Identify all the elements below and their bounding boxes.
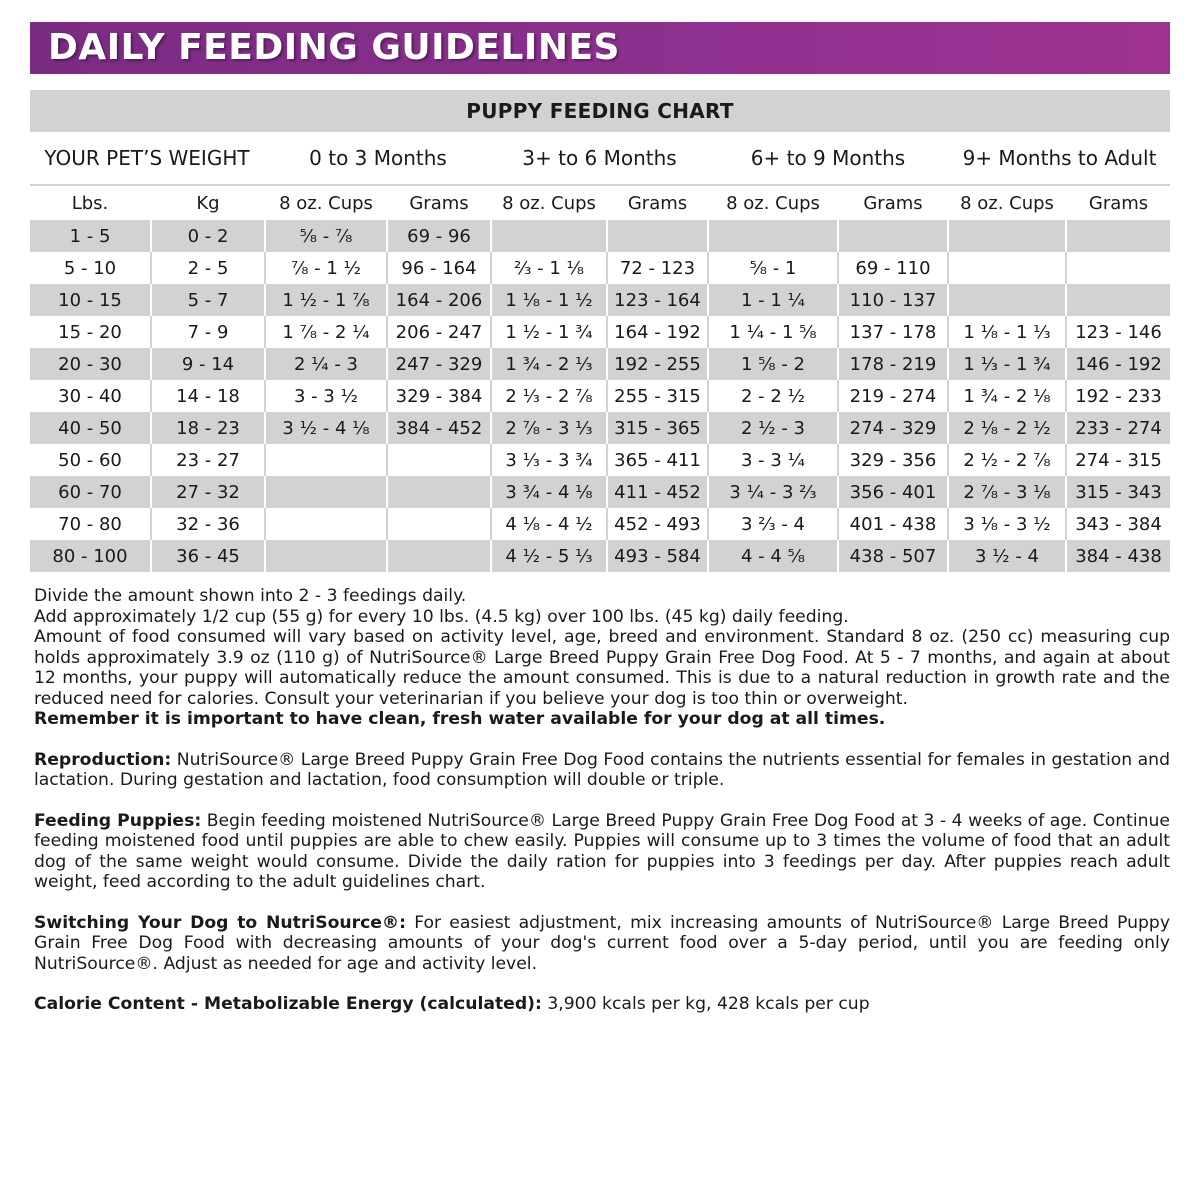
table-cell: 2 - 2 ¹⁄₂ [708,380,838,412]
table-cell: 384 - 452 [387,412,491,444]
table-cell [265,476,387,508]
table-cell: 137 - 178 [838,316,948,348]
table-cell: 3 ¹⁄₃ - 3 ³⁄₄ [491,444,607,476]
table-cell: 3 ²⁄₃ - 4 [708,508,838,540]
table-cell: 3 ³⁄₄ - 4 ¹⁄₈ [491,476,607,508]
table-cell: 32 - 36 [151,508,265,540]
table-cell: 20 - 30 [30,348,151,380]
table-cell: 2 - 5 [151,252,265,284]
page-title: DAILY FEEDING GUIDELINES [48,27,620,68]
table-cell: 401 - 438 [838,508,948,540]
table-cell: 493 - 584 [607,540,708,572]
section-switching [34,913,1170,975]
table-cell: 36 - 45 [151,540,265,572]
table-cell: 60 - 70 [30,476,151,508]
table-row [30,220,1170,252]
table-cell: ⁵⁄₈ - ⁷⁄₈ [265,220,387,252]
table-cell: 1 ⁷⁄₈ - 2 ¹⁄₄ [265,316,387,348]
age-group-header: 3+ to 6 Months [491,132,708,185]
column-subheader: 8 oz. Cups [265,185,387,220]
table-cell: 1 ¹⁄₄ - 1 ⁵⁄₈ [708,316,838,348]
table-cell: 3 - 3 ¹⁄₄ [708,444,838,476]
table-cell [491,220,607,252]
table-cell: 1 - 5 [30,220,151,252]
table-cell: 15 - 20 [30,316,151,348]
table-cell [387,444,491,476]
table-cell: 69 - 110 [838,252,948,284]
table-cell: 4 ¹⁄₂ - 5 ¹⁄₃ [491,540,607,572]
column-subheader: Kg [151,185,265,220]
table-cell: 2 ⁷⁄₈ - 3 ¹⁄₈ [948,476,1066,508]
table-cell: 80 - 100 [30,540,151,572]
table-row [30,412,1170,444]
column-subheader: Grams [387,185,491,220]
column-subheader: Grams [1066,185,1170,220]
table-cell: 146 - 192 [1066,348,1170,380]
table-row [30,348,1170,380]
table-cell: 40 - 50 [30,412,151,444]
table-cell: 438 - 507 [838,540,948,572]
table-cell: 329 - 384 [387,380,491,412]
table-cell [265,444,387,476]
chart-title: PUPPY FEEDING CHART [30,90,1170,132]
table-cell: 1 ¹⁄₂ - 1 ³⁄₄ [491,316,607,348]
table-cell [265,508,387,540]
table-cell: 206 - 247 [387,316,491,348]
table-cell: 452 - 493 [607,508,708,540]
table-cell: 2 ¹⁄₄ - 3 [265,348,387,380]
table-cell: 2 ⁷⁄₈ - 3 ¹⁄₃ [491,412,607,444]
reproduction-label: Reproduction: [34,749,172,770]
table-cell: 178 - 219 [838,348,948,380]
column-subheader: 8 oz. Cups [708,185,838,220]
table-cell: 2 ¹⁄₂ - 2 ⁷⁄₈ [948,444,1066,476]
table-cell: 3 ¹⁄₂ - 4 ¹⁄₈ [265,412,387,444]
table-cell: 3 ¹⁄₂ - 4 [948,540,1066,572]
table-cell: 3 ¹⁄₄ - 3 ²⁄₃ [708,476,838,508]
table-row [30,444,1170,476]
column-subheader: Grams [607,185,708,220]
age-group-header: 6+ to 9 Months [708,132,948,185]
table-cell: 123 - 146 [1066,316,1170,348]
feeding-puppies-text: Begin feeding moistened NutriSource® Large Breed Puppy Grain Free Dog Food at 3 - 4 weeks of age. Continue feeding moistened food until puppies are able to chew easily. Puppies will consume up to 3 times the volume of food that an adult dog of the same weight would consume. Divide the daily ration for puppies into 3 feedings per day. After puppies reach adult weight, feed according to the adult guidelines chart. [34,810,1170,892]
table-cell: 356 - 401 [838,476,948,508]
table-row [30,508,1170,540]
table-cell: 164 - 206 [387,284,491,316]
table-cell: 4 ¹⁄₈ - 4 ¹⁄₂ [491,508,607,540]
table-cell: 315 - 365 [607,412,708,444]
table-cell: 3 - 3 ¹⁄₂ [265,380,387,412]
table-cell [607,220,708,252]
table-cell: 72 - 123 [607,252,708,284]
table-cell: 233 - 274 [1066,412,1170,444]
table-cell: 1 ¹⁄₈ - 1 ¹⁄₂ [491,284,607,316]
table-cell: 1 ¹⁄₃ - 1 ³⁄₄ [948,348,1066,380]
table-cell: 1 - 1 ¹⁄₄ [708,284,838,316]
table-cell: 27 - 32 [151,476,265,508]
table-cell: 50 - 60 [30,444,151,476]
table-cell: 30 - 40 [30,380,151,412]
reproduction-text: NutriSource® Large Breed Puppy Grain Free Dog Food contains the nutrients essential for females in gestation and lactation. During gestation and lactation, food consumption will double or triple. [34,749,1170,790]
calorie-label: Calorie Content - Metabolizable Energy (calculated): [34,994,542,1014]
table-cell [948,220,1066,252]
note-extra-weight: Add approximately 1/2 cup (55 g) for every 10 lbs. (4.5 kg) over 100 lbs. (45 kg) daily feeding. [34,606,849,627]
table-cell: 123 - 164 [607,284,708,316]
table-cell: 9 - 14 [151,348,265,380]
column-subheader: 8 oz. Cups [491,185,607,220]
puppy-feeding-chart [30,90,1170,572]
table-cell [948,284,1066,316]
calorie-text: 3,900 kcals per kg, 428 kcals per cup [541,994,870,1014]
feeding-puppies-label: Feeding Puppies: [34,810,202,831]
page-title-banner [30,22,1170,74]
section-feeding-puppies [34,811,1170,893]
table-cell: 274 - 329 [838,412,948,444]
table-cell: 3 ¹⁄₈ - 3 ¹⁄₂ [948,508,1066,540]
table-cell: 2 ¹⁄₂ - 3 [708,412,838,444]
table-cell: 192 - 255 [607,348,708,380]
table-cell: 329 - 356 [838,444,948,476]
table-cell: 365 - 411 [607,444,708,476]
table-row [30,252,1170,284]
table-cell: 69 - 96 [387,220,491,252]
table-cell: ⁷⁄₈ - 1 ¹⁄₂ [265,252,387,284]
table-cell: 1 ⁵⁄₈ - 2 [708,348,838,380]
table-cell [387,508,491,540]
table-cell: 5 - 10 [30,252,151,284]
table-cell [387,476,491,508]
table-cell: 315 - 343 [1066,476,1170,508]
table-cell: 18 - 23 [151,412,265,444]
table-cell: 247 - 329 [387,348,491,380]
table-cell [387,540,491,572]
table-cell [265,540,387,572]
table-cell: 23 - 27 [151,444,265,476]
table-cell: 96 - 164 [387,252,491,284]
column-subheader: Grams [838,185,948,220]
table-row [30,380,1170,412]
table-cell: 4 - 4 ⁵⁄₈ [708,540,838,572]
table-cell [838,220,948,252]
note-water: Remember it is important to have clean, fresh water available for your dog at all times. [34,709,886,729]
table-cell: 274 - 315 [1066,444,1170,476]
table-cell: 343 - 384 [1066,508,1170,540]
table-cell: 7 - 9 [151,316,265,348]
table-cell: 110 - 137 [838,284,948,316]
weight-header: YOUR PET’S WEIGHT [30,132,265,185]
table-cell: 10 - 15 [30,284,151,316]
note-amount-consumed: Amount of food consumed will vary based on activity level, age, breed and environment. Standard 8 oz. (250 cc) measuring cup holds approximately 3.9 oz (110 g) of NutriSource® Large Breed Puppy Grain Free Dog Food. At 5 - 7 months, and again at about 12 months, your puppy will automatically reduce the amount consumed. This is due to a natural reduction in growth rate and the reduced need for calories. Consult your veterinarian if you believe your dog is too thin or overweight. [34,627,1170,709]
switching-label: Switching Your Dog to NutriSource®: [34,912,406,933]
age-group-header: 9+ Months to Adult [948,132,1170,185]
table-row [30,540,1170,572]
table-row [30,476,1170,508]
table-cell: 14 - 18 [151,380,265,412]
table-cell: 192 - 233 [1066,380,1170,412]
table-cell: 0 - 2 [151,220,265,252]
age-group-header: 0 to 3 Months [265,132,491,185]
table-cell: 255 - 315 [607,380,708,412]
table-cell [948,252,1066,284]
column-subheader: 8 oz. Cups [948,185,1066,220]
table-cell: 164 - 192 [607,316,708,348]
table-cell: 1 ³⁄₄ - 2 ¹⁄₃ [491,348,607,380]
table-cell: 5 - 7 [151,284,265,316]
table-cell [708,220,838,252]
table-cell: 70 - 80 [30,508,151,540]
table-cell: 2 ¹⁄₈ - 2 ¹⁄₂ [948,412,1066,444]
section-reproduction [34,750,1170,791]
table-cell [1066,284,1170,316]
table-cell: 384 - 438 [1066,540,1170,572]
column-subheader: Lbs. [30,185,151,220]
feeding-notes [34,586,1170,1015]
table-row [30,316,1170,348]
table-cell: 219 - 274 [838,380,948,412]
table-cell: ²⁄₃ - 1 ¹⁄₈ [491,252,607,284]
table-cell [1066,220,1170,252]
table-cell [1066,252,1170,284]
table-cell: ⁵⁄₈ - 1 [708,252,838,284]
table-cell: 1 ¹⁄₈ - 1 ¹⁄₃ [948,316,1066,348]
table-row [30,284,1170,316]
table-cell: 411 - 452 [607,476,708,508]
note-feedings-daily: Divide the amount shown into 2 - 3 feedings daily. [34,586,467,606]
section-calorie-content [34,994,1170,1015]
table-cell: 1 ³⁄₄ - 2 ¹⁄₈ [948,380,1066,412]
table-cell: 1 ¹⁄₂ - 1 ⁷⁄₈ [265,284,387,316]
switching-text: For easiest adjustment, mix increasing amounts of NutriSource® Large Breed Puppy Grain Free Dog Food with decreasing amounts of your dog's current food over a 5-day period, until you are feeding only NutriSource®. Adjust as needed for age and activity level. [34,912,1171,974]
table-cell: 2 ¹⁄₃ - 2 ⁷⁄₈ [491,380,607,412]
